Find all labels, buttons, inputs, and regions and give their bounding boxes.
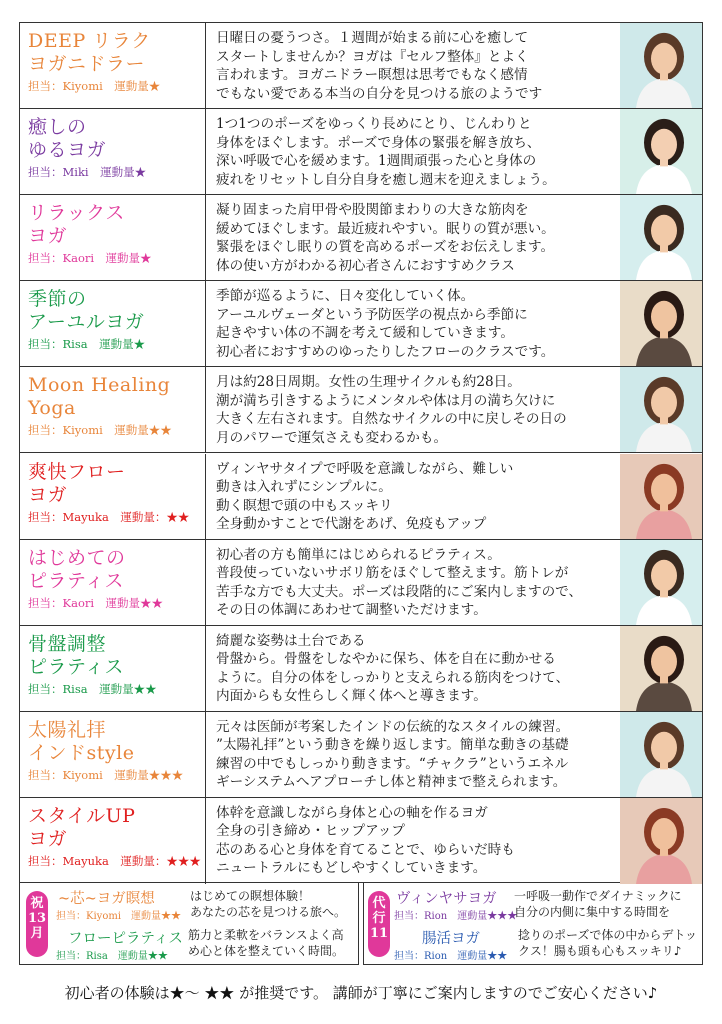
class-heading-cell — [20, 281, 206, 366]
class-meta — [28, 250, 205, 266]
holiday-class-1-title: ~芯~ヨガ瞑想 — [58, 891, 155, 907]
holiday-badge: 祝 13 月 — [26, 891, 48, 957]
instructor-photo — [620, 454, 702, 539]
class-description: 日曜日の憂うつさ。１週間が始まる前に心を癒して スタートしませんか？ヨガは『セルフ整体』とよく 言われます。ヨガニドラー瞑想は思考でもなく感情 でもない愛である本当の自分を見つける旅のようです — [216, 30, 543, 102]
class-description: 初心者の方も簡単にはじめられるピラティス。 普段使っていないサボリ筋をほぐして整えます。筋トレが 苦手な方でも大丈夫。ポーズは段階的にご案内しますので、 その日の体調にあわせて調整いただけます。 — [216, 546, 583, 619]
intensity-label: 運動量★★★ — [114, 767, 184, 782]
intensity-label: 運動量★ — [100, 165, 147, 180]
class-heading-cell — [20, 195, 206, 280]
class-heading-cell — [20, 23, 206, 108]
holiday-class-2-title: フローピラティス — [68, 931, 183, 947]
spacer — [94, 596, 106, 610]
class-meta — [28, 767, 205, 783]
intensity-label: 運動量★★ — [105, 595, 164, 610]
spacer — [94, 251, 106, 265]
class-row — [20, 712, 702, 798]
class-description: 体幹を意識しながら身体と心の軸を作るヨガ 全身の引き締め・ヒップアップ 芯のある心と身体を育てることで、ゆらいだ時も ニュートラルにもどしやすくしていきます。 — [216, 804, 515, 877]
class-title: 癒しの ゆるヨガ — [28, 116, 107, 162]
instructor-portrait-icon — [620, 454, 702, 539]
intensity-label: 運動量★★ — [114, 423, 172, 438]
instructor-portrait-icon — [620, 540, 702, 625]
class-meta — [28, 164, 205, 180]
spacer — [109, 510, 121, 524]
instructor-label: 担当：Kaori — [28, 251, 95, 266]
class-description: 季節が巡るように、日々変化していく体。 アーユルヴェーダという予防医学の視点から季節に 起きやすい体の不調を考えて緩和していきます。 初心者におすすめのゆったりしたフローのクラスです。 — [216, 288, 555, 360]
substitute-classes-box — [363, 883, 703, 965]
class-row — [20, 23, 702, 109]
instructor-label: 担当：Kiyomi — [28, 79, 103, 93]
spacer — [88, 682, 100, 696]
class-title: 太陽礼拝 インドstyle — [28, 718, 135, 764]
instructor-label: 担当：Risa — [28, 337, 88, 352]
class-heading-cell — [20, 540, 206, 625]
instructor-portrait-icon — [620, 712, 702, 797]
class-meta — [28, 336, 205, 352]
instructor-label: 担当：Kaori — [28, 595, 95, 610]
class-meta — [28, 681, 205, 697]
class-description: ヴィンヤサタイプで呼吸を意識しながら、難しい 動きは入れずにシンプルに。 動く瞑想で頭の中もスッキリ 全身動かすことで代謝をあげ、免疫もアップ — [216, 460, 514, 532]
holiday-class-1-meta: 担当：Kiyomi 運動量★★ — [56, 911, 182, 922]
instructor-label: 担当：Mayuka — [28, 853, 109, 868]
instructor-label: 担当：Mayuka — [28, 509, 109, 524]
instructor-photo — [620, 195, 702, 280]
holiday-class-2-description: 筋力と柔軟をバランスよく高 め心と体を整えていく時間。 — [188, 928, 345, 958]
class-heading-cell — [20, 109, 206, 194]
class-title: はじめての ピラティス — [28, 546, 126, 592]
class-meta — [28, 853, 205, 869]
class-table — [19, 22, 703, 883]
substitute-class-2-meta: 担当：Rion 運動量★★ — [394, 951, 508, 962]
instructor-portrait-icon — [620, 798, 702, 884]
class-title: 骨盤調整 ピラティス — [28, 632, 124, 678]
class-heading-cell — [20, 798, 206, 884]
intensity-label: 運動量：★★★ — [120, 853, 201, 868]
class-meta — [28, 78, 205, 94]
class-heading-cell — [20, 454, 206, 539]
class-row — [20, 540, 702, 626]
intensity-label: 運動量★ — [105, 251, 152, 266]
substitute-class-1-title: ヴィンヤサヨガ — [396, 891, 497, 907]
instructor-label: 担当：Risa — [28, 681, 88, 696]
instructor-portrait-icon — [620, 281, 702, 366]
class-heading-cell — [20, 626, 206, 711]
instructor-photo — [620, 281, 702, 366]
class-heading-cell — [20, 712, 206, 797]
holiday-class-1-description: はじめての瞑想体験！ あなたの芯を見つける旅へ。 — [190, 889, 347, 919]
instructor-portrait-icon — [620, 626, 702, 711]
spacer — [89, 165, 101, 179]
spacer — [103, 423, 115, 437]
holiday-classes-box — [19, 883, 359, 965]
class-meta — [28, 422, 205, 438]
substitute-class-1-description: 一呼吸一動作でダイナミックに 自分の内側に集中する時間を — [514, 889, 682, 919]
class-row — [20, 281, 702, 367]
substitute-badge: 代 行 11 — [368, 891, 390, 957]
class-description: 凝り固まった肩甲骨や股関節まわりの大きな筋肉を 緩めてほぐします。最近疲れやすい。眠りの質が悪い。 緊張をほぐし眠りの質を高めるポーズをお伝えします。 体の使い方がわかる初心者さんにおすすめクラス — [216, 202, 555, 274]
instructor-label: 担当：Kiyomi — [28, 767, 103, 782]
class-title: 季節の アーユルヨガ — [28, 288, 145, 334]
class-row — [20, 367, 702, 453]
class-title: Moon Healing Yoga — [28, 374, 171, 420]
instructor-label: 担当：Kiyomi — [28, 423, 103, 438]
spacer — [88, 337, 100, 351]
class-heading-cell — [20, 367, 206, 452]
spacer — [109, 854, 121, 868]
instructor-portrait-icon — [620, 23, 702, 108]
instructor-photo — [620, 109, 702, 194]
instructor-photo — [620, 367, 702, 452]
spacer — [103, 79, 115, 93]
class-row — [20, 109, 702, 195]
instructor-portrait-icon — [620, 195, 702, 280]
substitute-class-1-meta: 担当：Rion 運動量★★★ — [394, 911, 518, 922]
intensity-label: 運動量★ — [114, 79, 161, 93]
instructor-photo — [620, 23, 702, 108]
instructor-photo — [620, 540, 702, 625]
instructor-photo — [620, 626, 702, 711]
instructor-portrait-icon — [620, 109, 702, 194]
class-row — [20, 454, 702, 540]
spacer — [103, 768, 115, 782]
class-meta — [28, 509, 205, 525]
footer-note: 初心者の体験は★〜 ★★ が推奨です。 講師が丁寧にご案内しますのでご安心ください♪ — [64, 984, 658, 1002]
class-description: 月は約28日周期。女性の生理サイクルも約28日。 潮が満ち引きするようにメンタルや体は月の満ち欠けに 大きく左右されます。自然なサイクルの中に戻しその日の 月のパワーで運気さえも変わるかも。 — [216, 374, 567, 446]
substitute-class-2-description: 捻りのポーズで体の中からデトッ クス！腸も頭も心もスッキリ♪ — [518, 928, 698, 958]
class-title: リラックス ヨガ — [28, 202, 125, 248]
substitute-class-2-title: 腸活ヨガ — [422, 931, 480, 947]
class-row — [20, 195, 702, 281]
class-title: DEEP リラク ヨガニドラー — [28, 30, 151, 75]
intensity-label: 運動量：★★ — [120, 509, 190, 524]
instructor-photo — [620, 798, 702, 884]
instructor-label: 担当：Miki — [28, 165, 89, 180]
class-title: スタイルUP ヨガ — [28, 804, 136, 850]
instructor-photo — [620, 712, 702, 797]
class-title: 爽快フロー ヨガ — [28, 460, 126, 506]
class-row — [20, 798, 702, 884]
intensity-label: 運動量★★ — [99, 681, 157, 696]
holiday-class-2-meta: 担当：Risa 運動量★★ — [56, 951, 168, 962]
intensity-label: 運動量★ — [99, 337, 146, 352]
instructor-portrait-icon — [620, 367, 702, 452]
class-description: 元々は医師が考案したインドの伝統的なスタイルの練習。 ”太陽礼拝”という動きを繰り返します。簡単な動きの基礎 練習の中でもしっかり動きます。“チャクラ”というエネル ギーシステムへアプローチし体と精神まで整えられます。 — [216, 718, 570, 791]
class-description: 1つ1つのポーズをゆっくり長めにとり、じんわりと 身体をほぐします。ポーズで身体の緊張を解き放ち、 深い呼吸で心を緩めます。1週間頑張った心と身体の 疲れをリセットし自分自身を癒し週末を迎えましょう。 — [216, 116, 556, 188]
class-row — [20, 626, 702, 712]
class-meta — [28, 595, 205, 611]
class-description: 綺麗な姿勢は土台である 骨盤から。骨盤をしなやかに保ち、体を自在に動かせる ように。自分の体をしっかりと支えられる筋肉をつけて、 内面からも女性らしく輝く体へと導きます。 — [216, 632, 570, 705]
